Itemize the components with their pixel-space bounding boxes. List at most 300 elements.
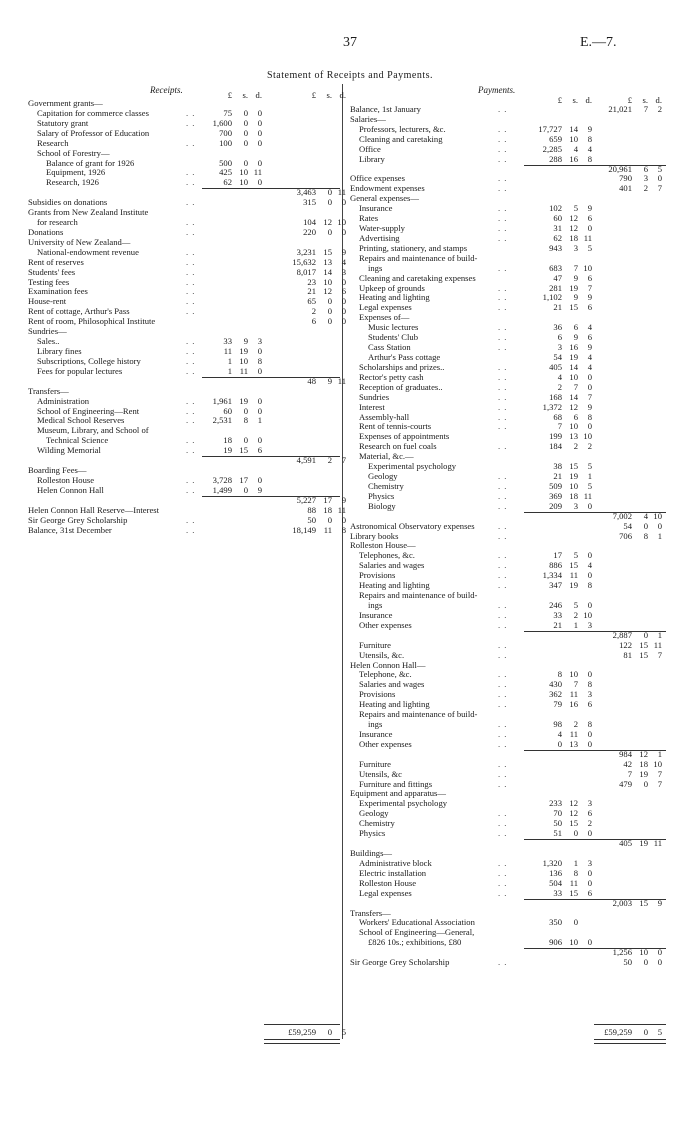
payments-row [0,322,700,332]
receipts-amount-total: 3,231 [296,246,316,257]
payments-row-label: Repairs and maintenance of build- [359,590,478,601]
payments-amount-inner: 1,320 [542,857,562,868]
receipts-amount-total: 50 [307,514,316,525]
payments-amount-inner: 0 [587,937,592,948]
receipts-amount-total: 17 [323,494,332,505]
payments-amount-inner: 12 [569,223,578,234]
payments-row-label: Repairs and maintenance of build- [359,709,478,720]
receipts-leader-dots: . . [186,355,196,366]
payments-amount-inner: 1,334 [542,570,562,581]
receipts-row-label: Sundries— [28,326,67,337]
payments-amount-inner: 15 [569,302,578,313]
payments-amount-inner: 11 [583,490,592,501]
payments-row [0,531,700,541]
receipts-leader-dots: . . [186,336,196,347]
payments-row-label: Endowment expenses [350,183,425,194]
payments-row [0,302,700,312]
payments-amount-inner: 4 [587,560,592,571]
payments-amount-inner: 1,102 [542,292,562,303]
receipts-amount-total: 11 [323,524,332,535]
payments-amount-total: 1 [657,748,662,759]
payments-row [0,421,700,431]
payments-amount-inner: 3 [587,689,592,700]
payments-leader-dots: . . [498,867,508,878]
payments-total-double-rule [594,1039,666,1044]
payments-amount-inner: 15 [569,818,578,829]
payments-row [0,898,700,908]
receipts-amount-inner: 0 [243,157,248,168]
payments-amount-total: 4 [643,510,648,521]
payments-row-label: Transfers— [350,907,391,918]
payments-row [0,342,700,352]
payments-row [0,699,700,709]
payments-amount-total: 7 [627,768,632,779]
payments-amount-inner: 0 [587,728,592,739]
payments-row [0,729,700,739]
payments-row-label: Legal expenses [359,302,412,313]
payments-amount-inner: 288 [549,153,562,164]
payments-amount-inner: 12 [569,401,578,412]
payments-leader-dots: . . [498,441,508,452]
receipts-leader-dots: . . [186,286,196,297]
payments-row-label: Material, &c.— [359,451,414,462]
payments-amount-total: 0 [643,778,648,789]
receipts-row-label: Rent of reserves [28,256,84,267]
payments-amount-inner: 16 [569,699,578,710]
receipts-amount-total: 9 [341,246,346,257]
payments-amount-inner: 0 [587,867,592,878]
payments-amount-inner: 4 [557,371,562,382]
payments-amount-inner: 11 [569,570,578,581]
payments-row [0,808,700,818]
payments-amount-inner: 0 [557,738,562,749]
payments-row-label: Research on fuel coals [359,441,437,452]
payments-leader-dots: . . [498,203,508,214]
payments-grand-total-value: £59,259 [604,1027,632,1037]
payments-col-label: £ [557,95,562,105]
payments-row [0,759,700,769]
payments-amount-inner: 14 [569,391,578,402]
receipts-amount-total: 0 [341,316,346,327]
receipts-leader-dots: . . [186,405,196,416]
receipts-amount-total: 9 [327,375,332,386]
payments-amount-inner: 79 [553,699,562,710]
payments-leader-dots: . . [498,639,508,650]
payments-row-label: Experimental psychology [368,461,457,472]
payments-row-label: Printing, stationery, and stamps [359,242,468,253]
payments-amount-inner: 50 [553,818,562,829]
receipts-amount-inner: 0 [243,107,248,118]
payments-amount-inner: 60 [553,213,562,224]
payments-amount-inner: 1 [573,619,578,630]
receipts-amount-total: 8,017 [296,266,316,277]
receipts-amount-total: 65 [307,296,316,307]
receipts-amount-inner: 75 [223,107,232,118]
payments-amount-inner: 9 [587,342,592,353]
payments-row [0,650,700,660]
payments-row [0,233,700,243]
payments-heading: Payments. [478,85,516,95]
payments-amount-total: 6 [643,163,648,174]
payments-amount-inner: 4 [587,352,592,362]
receipts-amount-total: 88 [307,504,316,515]
receipts-amount-inner: 0 [257,395,262,406]
receipts-amount-total: 0 [327,197,332,208]
receipts-col-label: d. [255,90,262,100]
payments-amount-inner: 19 [569,580,578,591]
payments-amount-inner: 16 [569,342,578,353]
receipts-amount-total: 9 [341,494,346,505]
payments-row [0,521,700,531]
payments-amount-inner: 0 [587,381,592,392]
payments-row-label: Expenses of appointments [359,431,450,442]
payments-amount-inner: 10 [583,609,592,620]
payments-amount-total: 401 [619,183,632,194]
payments-row [0,540,700,550]
payments-amount-inner: 504 [549,877,562,888]
payments-row-label: Salaries and wages [359,560,425,571]
receipts-amount-total: 8 [341,524,346,535]
payments-leader-dots: . . [498,857,508,868]
payments-amount-inner: 33 [553,887,562,898]
payments-amount-inner: 4 [587,361,592,372]
payments-leader-dots: . . [498,738,508,749]
receipts-amount-inner: 0 [243,137,248,148]
payments-row [0,769,700,779]
receipts-amount-total: 3 [341,266,346,277]
receipts-amount-inner: 60 [223,405,232,416]
payments-amount-total: 0 [643,629,648,640]
payments-amount-inner: 2 [587,818,592,829]
payments-amount-inner: 11 [569,728,578,739]
payments-row [0,312,700,322]
payments-leader-dots: . . [498,123,508,134]
payments-amount-inner: 7 [587,282,592,293]
payments-row-label: Cleaning and caretaking [359,133,443,144]
payments-leader-dots: . . [498,282,508,293]
payments-amount-inner: 12 [569,808,578,819]
payments-leader-dots: . . [498,600,508,610]
payments-row [0,402,700,412]
payments-row [0,640,700,650]
payments-row [0,947,700,957]
payments-row-label: ings [368,262,383,273]
payments-leader-dots: . . [498,689,508,700]
receipts-amount-total: 12 [323,217,332,228]
payments-row [0,451,700,461]
payments-amount-inner: 0 [587,738,592,749]
receipts-row-label: University of New Zealand— [28,236,131,247]
payments-amount-inner: 4 [587,322,592,333]
payments-amount-inner: 3 [557,342,562,353]
payments-amount-inner: 5 [573,203,578,214]
payments-amount-inner: 5 [587,480,592,491]
payments-col-label: £ [627,95,632,105]
payments-amount-total: 11 [653,838,662,849]
receipts-amount-total: 0 [341,197,346,208]
payments-row-label: Buildings— [350,848,393,858]
payments-amount-total: 19 [639,838,648,849]
payments-amount-total: 7,002 [612,510,632,521]
receipts-amount-inner: 15 [239,445,248,456]
payments-amount-inner: 6 [587,332,592,343]
payments-leader-dots: . . [498,342,508,353]
receipts-row-label: Sir George Grey Scholarship [28,514,128,525]
payments-leader-dots: . . [498,480,508,491]
payments-row [0,193,700,203]
payments-amount-inner: 9 [587,203,592,214]
receipts-amount-total: 0 [327,316,332,327]
receipts-amount-total: 10 [337,217,346,228]
payments-amount-inner: 369 [549,490,562,501]
payments-amount-inner: 5 [573,550,578,561]
payments-leader-dots: . . [498,371,508,382]
payments-row [0,610,700,620]
payments-amount-total: 10 [653,758,662,769]
receipts-amount-total: 315 [303,197,316,208]
payments-row-label: Other expenses [359,619,412,630]
payments-leader-dots: . . [498,471,508,482]
payments-amount-inner: 1 [573,857,578,868]
payments-amount-inner: 19 [569,352,578,362]
payments-row-label: Expenses of— [359,312,410,323]
payments-amount-inner: 8 [587,411,592,422]
payments-row [0,908,700,918]
payments-amount-inner: 3 [587,619,592,630]
payments-amount-inner: 8 [587,580,592,591]
payments-amount-inner: 7 [573,381,578,392]
payments-row-label: Equipment and apparatus— [350,788,446,799]
payments-amount-inner: 9 [587,123,592,134]
receipts-row-label: Wilding Memorial [37,445,101,456]
payments-row-label: Cass Station [368,342,411,353]
receipts-amount-inner: 0 [257,365,262,376]
payments-leader-dots: . . [498,818,508,829]
receipts-amount-total: 4,591 [296,455,316,466]
receipts-heading: Receipts. [150,85,183,95]
payments-leader-dots: . . [498,391,508,402]
payments-leader-dots: . . [498,619,508,630]
payments-row [0,263,700,273]
receipts-leader-dots: . . [186,177,196,188]
payments-row-label: Rent of tennis-courts [359,421,432,432]
payments-row [0,273,700,283]
payments-amount-inner: 10 [569,937,578,948]
payments-amount-total: 0 [643,520,648,531]
payments-amount-inner: 11 [583,232,592,243]
receipts-row-label: for research [37,217,78,228]
receipts-amount-inner: 3,728 [212,474,232,485]
receipts-row-label: Subsidies on donations [28,197,108,208]
receipts-amount-inner: 11 [223,346,232,356]
receipts-leader-dots: . . [186,346,196,356]
payments-row-label: Office expenses [350,173,405,184]
payments-row-label: Heating and lighting [359,580,430,591]
payments-row-label: Water-supply [359,223,405,234]
payments-row-label: Administrative block [359,857,432,868]
payments-amount-inner: 886 [549,560,562,571]
receipts-leader-dots: . . [186,415,196,426]
receipts-row-label: Students' fees [28,266,76,277]
receipts-row-label: School of Engineering—Rent [37,405,140,416]
payments-row-label: Rates [359,213,379,224]
payments-amount-inner: 683 [549,262,562,273]
payments-row-label: ings [368,719,383,730]
receipts-amount-total: 0 [341,226,346,237]
payments-row-label: Telephone, &c. [359,669,412,680]
payments-row [0,580,700,590]
payments-amount-inner: 0 [587,828,592,839]
receipts-amount-inner: 11 [253,167,262,178]
payments-row [0,213,700,223]
payments-row [0,332,700,342]
payments-row [0,124,700,134]
payments-amount-inner: 509 [549,480,562,491]
payments-amount-inner: 1 [587,471,592,482]
receipts-amount-total: 14 [323,266,332,277]
payments-amount-inner: 659 [549,133,562,144]
payments-row [0,749,700,759]
payments-amount-inner: 8 [587,719,592,730]
payments-row [0,461,700,471]
payments-amount-inner: 0 [587,877,592,888]
receipts-amount-total: 0 [327,226,332,237]
receipts-amount-inner: 1,600 [212,117,232,128]
payments-row [0,283,700,293]
receipts-amount-inner: 10 [239,355,248,366]
receipts-amount-inner: 17 [239,474,248,485]
receipts-amount-total: 2 [327,455,332,466]
receipts-row-label: Administration [37,395,90,406]
payments-row [0,292,700,302]
payments-row-label: Heating and lighting [359,699,430,710]
payments-amount-inner: 7 [573,262,578,273]
receipts-row-label: Donations [28,226,64,237]
payments-amount-inner: 16 [569,153,578,164]
receipts-col-label: s. [326,90,332,100]
payments-leader-dots: . . [498,530,508,541]
payments-amount-inner: 18 [569,232,578,243]
payments-row-label: Sir George Grey Scholarship [350,957,450,968]
payments-row [0,689,700,699]
payments-amount-total: 15 [639,897,648,908]
receipts-amount-inner: 6 [257,445,262,456]
payments-row [0,164,700,174]
receipts-amount-inner: 18 [223,435,232,446]
payments-amount-total: 10 [653,510,662,521]
payments-leader-dots: . . [498,649,508,660]
payments-row [0,412,700,422]
receipts-amount-total: 15,632 [292,256,316,267]
payments-row [0,431,700,441]
receipts-leader-dots: . . [186,167,196,178]
receipts-row-label: Research [37,137,69,148]
payments-row-label: Interest [359,401,385,412]
receipts-leader-dots: . . [186,514,196,525]
payments-amount-total: 18 [639,758,648,769]
payments-amount-total: 706 [619,530,632,541]
payments-leader-dots: . . [498,292,508,303]
receipts-amount-total: 0 [327,187,332,198]
payments-leader-dots: . . [498,104,508,114]
receipts-total-double-rule [264,1039,340,1044]
payments-row [0,362,700,372]
receipts-row-label: Research, 1926 [46,177,99,188]
payments-amount-inner: 19 [569,282,578,293]
payments-amount-inner: 9 [573,272,578,283]
receipts-amount-total: 23 [307,276,316,287]
receipts-row-label: Helen Connon Hall [37,484,104,495]
payments-amount-inner: 47 [553,272,562,283]
payments-row [0,114,700,124]
payments-amount-total: 7 [643,104,648,114]
payments-leader-dots: . . [498,262,508,273]
payments-amount-total: 9 [657,897,662,908]
receipts-amount-total: 2 [311,306,316,317]
payments-amount-inner: 7 [573,679,578,690]
receipts-row-label: Grants from New Zealand Institute [28,207,149,218]
payments-amount-inner: 4 [557,728,562,739]
receipts-amount-inner: 0 [243,117,248,128]
receipts-leader-dots: . . [186,296,196,307]
receipts-amount-total: 0 [341,514,346,525]
payments-amount-total: 2 [657,104,662,114]
receipts-amount-inner: 0 [257,127,262,138]
payments-amount-inner: 13 [569,738,578,749]
payments-amount-inner: 8 [587,679,592,690]
payments-leader-dots: . . [498,669,508,680]
payments-leader-dots: . . [498,609,508,620]
receipts-amount-inner: 1 [257,415,262,426]
receipts-amount-total: 18 [323,504,332,515]
receipts-amount-inner: 0 [257,117,262,128]
receipts-amount-inner: 2,531 [212,415,232,426]
document-reference: E.—7. [580,35,617,50]
payments-amount-inner: 70 [553,808,562,819]
payments-amount-inner: 6 [587,272,592,283]
payments-row-label: Provisions [359,570,396,581]
payments-row [0,570,700,580]
payments-row [0,779,700,789]
payments-row-label: Electric installation [359,867,427,878]
receipts-amount-total: 11 [337,504,346,515]
payments-amount-inner: 8 [587,153,592,164]
receipts-row-label: Capitation for commerce classes [37,107,149,118]
receipts-amount-inner: 700 [219,127,232,138]
payments-amount-total: 15 [639,639,648,650]
payments-row-label: Scholarships and prizes.. [359,361,445,372]
receipts-col-label: s. [242,90,248,100]
payments-amount-total: 7 [657,768,662,779]
payments-row [0,848,700,858]
payments-row-label: Physics [368,490,395,501]
receipts-amount-total: 18,149 [292,524,316,535]
payments-amount-inner: 0 [587,570,592,581]
payments-row-label: Salaries— [350,113,386,124]
payments-amount-total: 984 [619,748,632,759]
payments-amount-total: 0 [657,520,662,531]
payments-leader-dots: . . [498,411,508,422]
payments-amount-inner: 7 [557,421,562,432]
receipts-amount-total: 0 [341,276,346,287]
payments-amount-inner: 14 [569,123,578,134]
payments-amount-total: 12 [639,748,648,759]
payments-leader-dots: . . [498,223,508,234]
payments-amount-total: 15 [639,649,648,660]
receipts-grand-total-value: 0 [327,1027,332,1037]
payments-leader-dots: . . [498,421,508,432]
receipts-row-label: Museum, Library, and School of [37,425,149,436]
